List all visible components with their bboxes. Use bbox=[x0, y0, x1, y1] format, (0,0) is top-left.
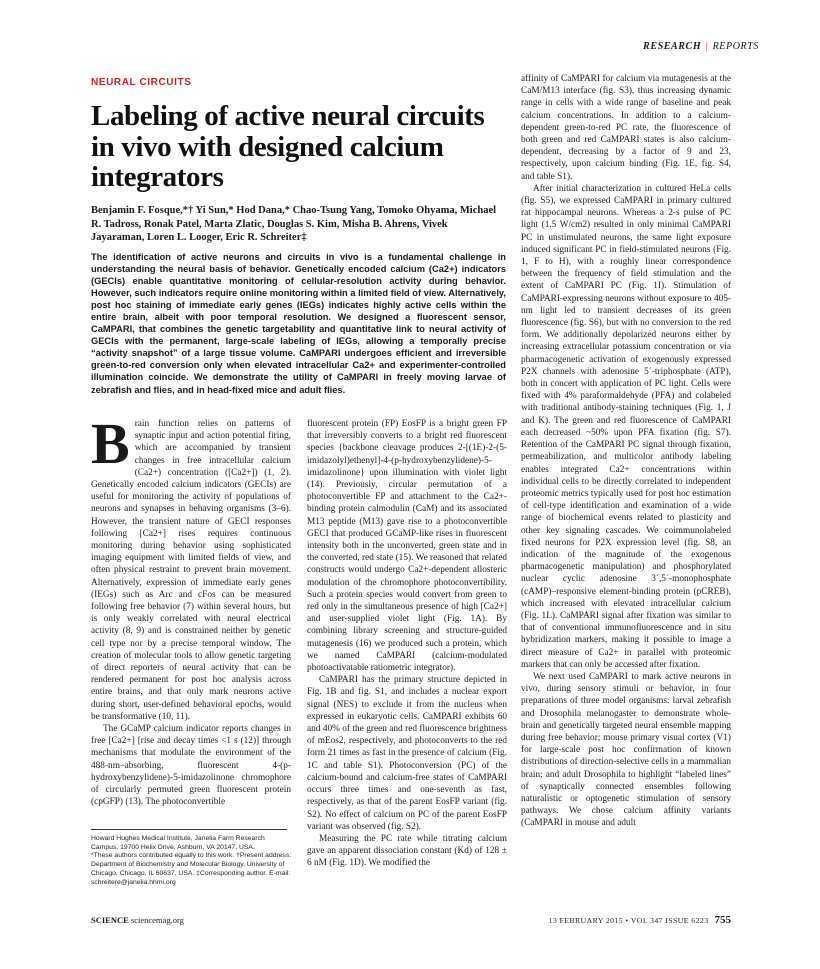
footnotes bbox=[91, 835, 293, 887]
paragraph: Measuring the PC rate while titrating calcium gave an apparent dissociation constant (Kd) of 128 ± 6 nM (Fig. 1D). We modified the bbox=[307, 833, 507, 869]
issue-info: 13 FEBRUARY 2015 • VOL 347 ISSUE 6223 bbox=[548, 916, 709, 925]
body-column-1 bbox=[91, 411, 291, 809]
paragraph: CaMPARI has the primary structure depicted in Fig. 1B and fig. S1, and includes a nuclear export signal (NES) to exclude it from the nucleus when expressed in eukaryotic cells. CaMPARI exhibits 60 and 40% of the green and red fluorescence brightness of mEos2, respectively, and photoconverts to the red form 21 times as fast in the presence of calcium (Fig. 1C and table S1). Photoconversion (PC) of the calcium-bound and calcium-free states of CaMPARI occurs three times and one-seventh as fast, respectively, as that of the parent EosFP variant (fig. S2). No effect of calcium on PC of the parent EosFP variant was observed (fig. S2). bbox=[307, 675, 507, 832]
section-label: RESEARCH bbox=[643, 41, 702, 52]
journal-site: sciencemag.org bbox=[130, 915, 184, 925]
paragraph: affinity of CaMPARI for calcium via mutagenesis at the CaM/M13 interface (fig. S3), thus increasing dynamic range in cells with a wide range of baseline and peak calcium concentrations. In addition to a calcium-dependent green-to-red PC rate, the fluorescence of both green and red CaMPARI states is also calcium-dependent, decreasing by a factor of 9 and 23, respectively, upon calcium binding (Fig. 1E, fig. S4, and table S1). bbox=[521, 74, 731, 182]
section-kicker: NEURAL CIRCUITS bbox=[91, 77, 192, 88]
article-title: Labeling of active neural circuits in vivo with designed calcium integrators bbox=[91, 100, 485, 193]
subsection-label: REPORTS bbox=[712, 41, 759, 52]
abstract: The identification of active neurons and circuits in vivo is a fundamental challenge in understanding the neural basis of behavior. Genetically encoded calcium (Ca2+) indicators (GECIs) enable quantitative monitoring of cellular-resolution activity during behavior. However, such indicators require online monitoring within a limited field of view. Alternatively, post hoc staining of immediate early genes (IEGs) indicates highly active cells within the entire brain, albeit with poor temporal resolution. We designed a fluorescent sensor, CaMPARI, that combines the genetic targetability and quantitative link to neural activity of GECIs with the permanent, large-scale labeling of IEGs, allowing a temporally precise “activity snapshot” of a large tissue volume. CaMPARI undergoes efficient and irreversible green-to-red conversion only when elevated intracellular Ca2+ and experimenter-controlled illumination coincide. We demonstrate the utility of CaMPARI in freely moving larvae of zebrafish and flies, and in head-fixed mice and adult flies. bbox=[91, 252, 506, 395]
body-column-2 bbox=[307, 418, 507, 870]
author-notes: *These authors contributed equally to this work. †Present address: Department of Biochemistry and Molecular Biology, University of Chicago, Chicago, IL 60637, USA. ‡Corresponding author. E-mail: schreitere@janelia.hhmi.org bbox=[91, 852, 292, 886]
paragraph bbox=[91, 411, 291, 723]
paragraph-text: rain function relies on patterns of synaptic input and action potential firing, which are accompanied by transient changes in free intracellular calcium (Ca2+) concentration ([Ca2+]) (1, 2). Genetically encoded calcium indicators (GECIs) are useful for monitoring the activity of populations of neurons and synapses in behaving organisms (3–6). However, the transient nature of GECI responses following [Ca2+] rises requires continuous monitoring during behavior using sophisticated imaging equipment with limited fields of view, and often physical restraint to prevent brain movement. Alternatively, expression of immediate early genes (IEGs) such as Arc and cFos can be measured following free behavior (7) within several hours, but is only weakly correlated with neural electrical activity (8, 9) and is constrained neither by genetic cell type nor by a precise temporal window. The creation of molecular tools to allow genetic targeting of direct reporters of neural activity that can be rendered permanent for post hoc analysis across entire brains, and that only mark neurons active during short, user-defined behavioral epochs, would be transformative (10, 11). bbox=[91, 419, 291, 722]
paragraph: The GCaMP calcium indicator reports changes in free [Ca2+] [rise and decay times <1 s (12)] through mechanisms that modulate the environment of the 488-nm–absorbing, fluorescent 4-(p-hydroxybenzylidene)-5-imidazolinone chromophore of circularly permuted green fluorescent protein (cpGFP) (13). The photoconvertible bbox=[91, 724, 291, 808]
affiliation-note: Howard Hughes Medical Institute, Janelia Farm Research Campus, 19700 Helix Drive, Ashburn, VA 20147, USA. bbox=[91, 835, 265, 851]
paragraph: After initial characterization in cultured HeLa cells (fig. S5), we expressed CaMPARI in primary cultured rat hippocampal neurons. Whereas a 2-s pulse of PC light (1.5 W/cm2) resulted in only minimal CaMPARI PC in unstimulated neurons, the same light exposure induced significant PC in field-stimulated neurons (Fig. 1, F to H), with a roughly linear correspondence between the frequency of field stimulation and the extent of CaMPARI PC (Fig. 1I). Stimulation of CaMPARI-expressing neurons without exposure to 405-nm light led to transient decreases of its green fluorescence (fig. S6), but with no conversion to the red form. We additionally depolarized neurons either by increasing extracellular potassium concentration or via pharmacogenetic activation of exogenously expressed P2X channels with adenosine 5´-triphosphate (ATP), both in concert with application of PC light. Cells were fixed with 4% paraformaldehyde (PFA) and colabeled with traditional antibody-staining techniques (Fig. 1, J and K). The green and red fluorescence of CaMPARI each decreased ~50% upon PFA fixation (fig. S7). Retention of the CaMPARI PC signal through fixation, permeabilization, and multicolor antibody labeling enables integrated Ca2+ concentrations within individual cells to be directly correlated to independent proteomic metrics typically used for post hoc estimation of cell-type identification and examination of a wide range of biochemical events related to plasticity and other key signaling cascades. We coimmunolabeled fixed neurons for P2X expression level (fig. S8, an indication of the magnitude of the exogenous pharmacogenetic manipulation) and phosphorylated nuclear cyclic adenosine 3´,5´-monophosphate (cAMP)–responsive element-binding protein (pCREB), which increased with elevated intracellular calcium (Fig. 1L). CaMPARI signal after fixation was similar to that of conventional immunofluorescence and in situ hybridization markers, making it possible to image a direct measure of Ca2+ in parallel with proteomic markers that can only be accessed after fixation. bbox=[521, 183, 731, 670]
body-column-3 bbox=[521, 73, 731, 830]
header-separator: | bbox=[705, 41, 709, 52]
paragraph: We next used CaMPARI to mark active neurons in vivo, during sensory stimuli or behavior, in four preparations of three model organisms: larval zebrafish and Drosophila melanogaster to demonstrate whole-brain and genetically targeted neural ensemble mapping during free behavior; mouse primary visual cortex (V1) for large-scale post hoc confirmation of known distributions of direction-selective cells in a mammalian brain; and adult Drosophila to highlight “labeled lines” of synaptically connected ensembles following naturalistic or optogenetic stimulation of sensory pathways. We chose calcium affinity variants (CaMPARI in mouse and adult bbox=[521, 671, 731, 829]
footnote-divider bbox=[91, 829, 287, 830]
page-footer bbox=[91, 915, 731, 925]
paragraph: fluorescent protein (FP) EosFP is a bright green FP that irreversibly converts to a bright red fluorescent species {backbone cleavage produces 2-[(1E)-2-(5-imidazolyl)ethenyl]-4-(p-hydroxybenzylidene)-5-imidazolinone} upon illumination with violet light (14). Previously, circular permutation of a photoconvertible FP and attachment to the Ca2+-binding protein calmodulin (CaM) and its associated M13 peptide (M13) gave rise to a photoconvertible GECI that produced GCaMP-like rises in fluorescent intensity both in the unconverted, green state and in the converted, red state (15). We reasoned that related constructs would undergo Ca2+-dependent allosteric modulation of the chromophore photoconvertibility. Such a protein species would convert from green to red only in the simultaneous presence of high [Ca2+] and user-supplied violet light (Fig. 1A). By combining library screening and structure-guided mutagenesis (16) we produced such a protein, which we named CaMPARI (calcium-modulated photoactivatable ratiometric integrator). bbox=[307, 419, 507, 674]
author-list: Benjamin F. Fosque,*† Yi Sun,* Hod Dana,* Chao-Tsung Yang, Tomoko Ohyama, Michael R. Tadross, Ronak Patel, Marta Zlatic, Douglas S. Kim, Misha B. Ahrens, Vivek Jayaraman, Loren L. Looger, Eric R. Schreiter‡ bbox=[91, 205, 497, 244]
page-number: 755 bbox=[714, 914, 731, 926]
running-header bbox=[643, 41, 759, 52]
drop-cap: B bbox=[91, 411, 130, 476]
journal-name: SCIENCE bbox=[91, 915, 129, 925]
